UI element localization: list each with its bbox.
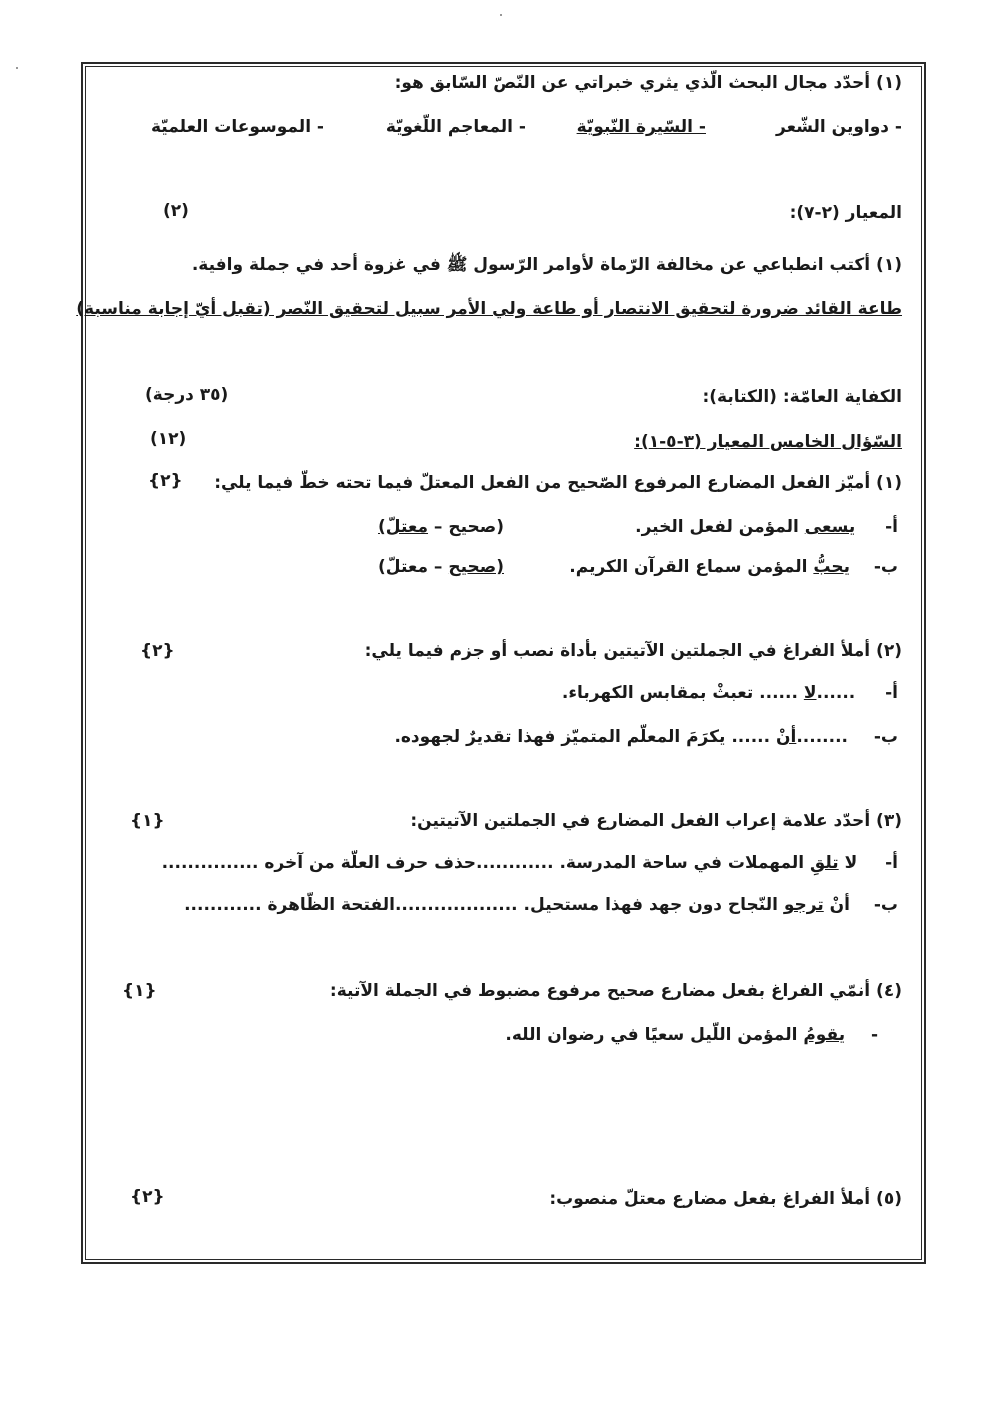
q1-item-b: ب- يحبُّ المؤمن سماع القرآن الكريم. xyxy=(569,557,898,577)
q5-mark: {٢} xyxy=(130,1187,165,1207)
option-dictionaries: - المعاجم اللّغويّة xyxy=(385,117,526,137)
option-poetry: - دواوين الشّعر xyxy=(776,117,902,137)
question-five-mark: (١٢) xyxy=(150,429,187,449)
question-five-heading: السّؤال الخامس المعيار (٣-٥-١): xyxy=(634,432,902,452)
q1-b-verb: يحبُّ xyxy=(813,557,851,577)
q3-a-answer: حذف حرف العلّة من آخره xyxy=(264,853,477,873)
q1-a-choice: (صحيح – معتلّ) xyxy=(378,517,504,537)
page-frame xyxy=(81,62,926,1264)
standard-mark: (٢) xyxy=(163,201,189,221)
q1-mark: {٢} xyxy=(148,471,183,491)
q3-item-a: أ- لا تلقِ المهملات في ساحة المدرسة. ............حذف حرف العلّة من آخره ............... xyxy=(161,853,898,873)
q4-verb: يقومُ xyxy=(803,1025,846,1045)
q3-b-answer: الفتحة الظّاهرة xyxy=(267,895,395,915)
standard-label: المعيار (٢-٧): xyxy=(789,203,902,223)
question-research-field: (١) أحدّد مجال البحث الّذي يثري خبراتي عن النّصّ السّابق هو: xyxy=(394,73,902,93)
section-mark: (٣٥ درجة) xyxy=(145,385,229,405)
option-prophetic-biography: - السّيرة النّبويّة xyxy=(576,117,706,137)
q1-text: (١) أميّز الفعل المضارع المرفوع الصّحيح من الفعل المعتلّ فيما تحته خطّ فيما يلي: xyxy=(214,473,902,493)
option-encyclopedias: - الموسوعات العلميّة xyxy=(150,117,324,137)
q2-b-answer: أنْ xyxy=(776,727,797,747)
q2-item-b: ب- ........أنْ ...... يكرَمَ المعلّم المتميّز فهذا تقديرٌ لجهوده. xyxy=(394,727,898,747)
q4-item: - يقومُ المؤمن اللّيل سعيًا في رضوان الله. xyxy=(505,1025,878,1045)
q5-text: (٥) أملأ الفراغ بفعل مضارع معتلّ منصوب: xyxy=(549,1189,902,1209)
q3-a-verb: تلقِ xyxy=(810,853,839,873)
q4-text: (٤) أنمّي الفراغ بفعل مضارع صحيح مرفوع مضبوط في الجملة الآتية: xyxy=(329,981,902,1001)
q1-a-verb: يسعى xyxy=(804,517,856,537)
q2-item-a: أ- ......لا ...... تعبثْ بمقابس الكهرباء. xyxy=(561,683,898,703)
q2-text: (٢) أملأ الفراغ في الجملتين الآتيتين بأداة نصب أو جزم فيما يلي: xyxy=(364,641,902,661)
q1-item-a: أ- يسعى المؤمن لفعل الخير. xyxy=(635,517,898,537)
question-impression: (١) أكتب انطباعي عن مخالفة الرّماة لأوامر الرّسول ﷺ في غزوة أحد في جملة وافية. xyxy=(191,255,902,275)
q3-text: (٣) أحدّد علامة إعراب الفعل المضارع في الجملتين الآتيتين: xyxy=(410,811,902,831)
section-heading: الكفاية العامّة: (الكتابة): xyxy=(702,387,902,407)
q3-b-verb: ترجو xyxy=(783,895,824,915)
q3-item-b: ب- أنْ ترجو النّجاح دون جهد فهذا مستحيل. ...................الفتحة الظّاهرة ............ xyxy=(184,895,898,915)
q2-mark: {٢} xyxy=(140,641,175,661)
q3-mark: {١} xyxy=(130,811,165,831)
q4-mark: {١} xyxy=(122,981,157,1001)
answer-impression: طاعة القائد ضرورة لتحقيق الانتصار أو طاعة ولي الأمر سبيل لتحقيق النّصر (تقبل أيّ إجابة مناسبة) xyxy=(76,299,902,319)
q1-b-choice: (صحيح – معتلّ) xyxy=(378,557,504,577)
q2-a-answer: لا xyxy=(803,683,817,703)
